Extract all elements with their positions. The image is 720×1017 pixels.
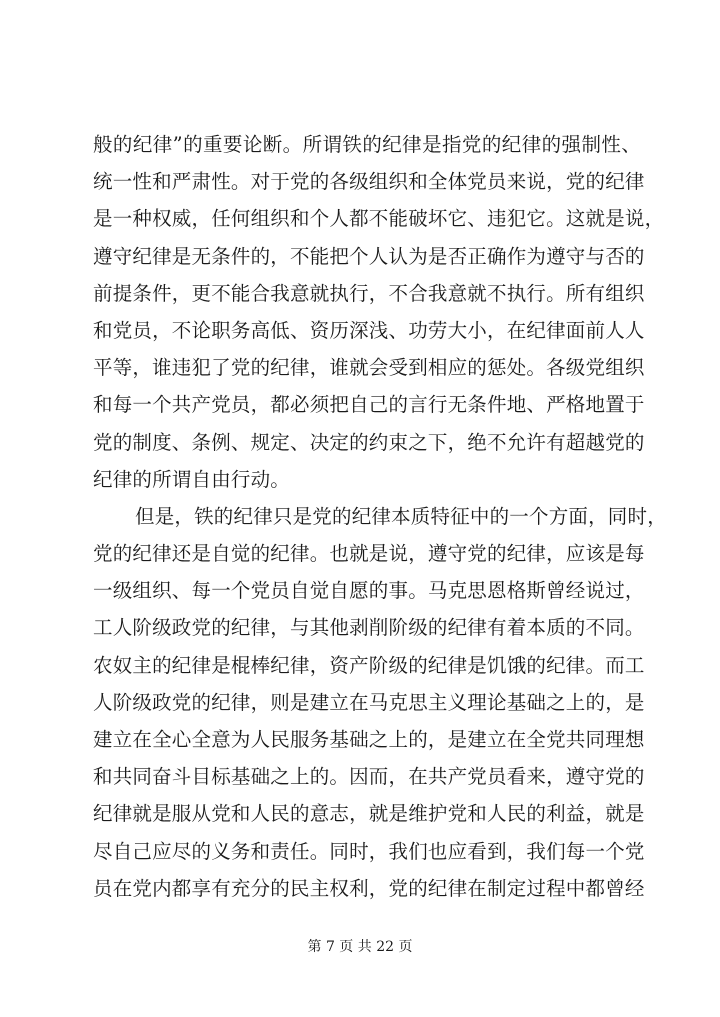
text-line: 党的制度、条例、规定、决定的约束之下，绝不允许有超越党的 (93, 430, 645, 454)
text-line: 遵守纪律是无条件的，不能把个人认为是否正确作为遵守与否的 (93, 244, 645, 268)
text-line: 是一种权威，任何组织和个人都不能破坏它、违犯它。这就是说， (93, 207, 665, 231)
text-line: 前提条件，更不能合我意就执行，不合我意就不执行。所有组织 (93, 281, 645, 305)
text-line: 和共同奋斗目标基础之上的。因而，在共产党员看来，遵守党的 (93, 765, 645, 789)
text-line: 和党员，不论职务高低、资历深浅、功劳大小，在纪律面前人人 (93, 318, 645, 342)
text-line: 平等，谁违犯了党的纪律，谁就会受到相应的惩处。各级党组织 (93, 356, 645, 380)
text-line: 般的纪律”的重要论断。所谓铁的纪律是指党的纪律的强制性、 (93, 133, 641, 156)
text-line: 员在党内都享有充分的民主权利，党的纪律在制定过程中都曾经 (93, 876, 645, 900)
text-line: 人阶级政党的纪律，则是建立在马克思主义理论基础之上的，是 (93, 690, 645, 714)
document-body (93, 126, 667, 907)
text-line: 农奴主的纪律是棍棒纪律，资产阶级的纪律是饥饿的纪律。而工 (93, 653, 645, 677)
text-line: 纪律的所谓自由行动。 (93, 467, 291, 491)
page-number-footer: 第 7 页 共 22 页 (307, 939, 413, 955)
text-line: 尽自己应尽的义务和责任。同时，我们也应看到，我们每一个党 (93, 839, 645, 863)
text-line: 建立在全心全意为人民服务基础之上的，是建立在全党共同理想 (93, 728, 645, 751)
text-line: 统一性和严肃性。对于党的各级组织和全体党员来说，党的纪律 (93, 170, 645, 194)
text-line: 一级组织、每一个党员自觉自愿的事。马克思恩格斯曾经说过， (93, 579, 645, 603)
text-line: 和每一个共产党员，都必须把自己的言行无条件地、严格地置于 (93, 393, 645, 417)
text-line: 纪律就是服从党和人民的意志，就是维护党和人民的利益，就是 (93, 802, 645, 826)
text-line: 但是，铁的纪律只是党的纪律本质特征中的一个方面，同时， (135, 504, 667, 528)
text-line: 党的纪律还是自觉的纪律。也就是说，遵守党的纪律，应该是每 (93, 542, 645, 566)
text-line: 工人阶级政党的纪律，与其他剥削阶级的纪律有着本质的不同。 (93, 616, 645, 640)
